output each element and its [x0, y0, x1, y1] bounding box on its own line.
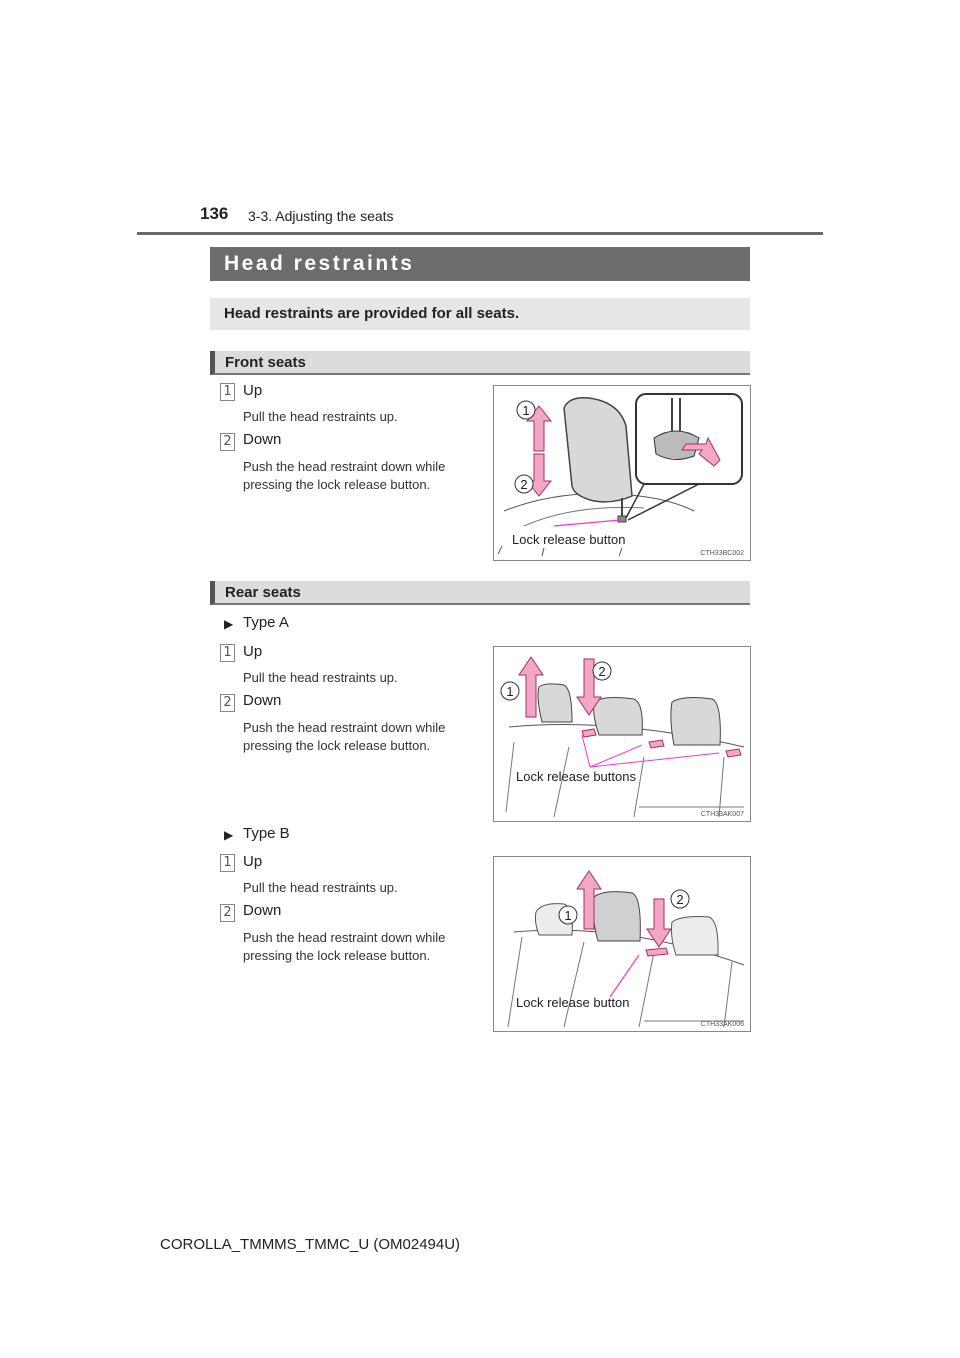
- rear-a-step-2-number: 2: [220, 694, 235, 712]
- rear-a-figure-code: CTH33AK007: [700, 811, 744, 818]
- front-callout-1: 1: [522, 403, 530, 418]
- front-step-1-label: Up: [243, 382, 263, 399]
- front-figure-label: Lock release button: [512, 532, 626, 547]
- rear-type-a-figure: [493, 646, 751, 822]
- front-seats-heading: Front seats: [210, 351, 750, 375]
- rear-b-step-2-label: Down: [243, 902, 282, 919]
- rear-a-callout-2: 2: [598, 664, 606, 679]
- triangle-right-icon: ▶: [224, 828, 234, 842]
- rear-a-lock-pointer-1: [582, 735, 590, 767]
- rear-seats-heading: Rear seats: [210, 581, 750, 605]
- rear-b-figure-code: CTH33AK006: [700, 1021, 744, 1028]
- rear-b-step-1-number: 1: [220, 854, 235, 872]
- rear-a-step-1-desc: Pull the head restraints up.: [243, 670, 398, 685]
- rear-a-callout-1: 1: [506, 684, 514, 699]
- rear-b-step-2-number: 2: [220, 904, 235, 922]
- front-figure-code: CTH33BC002: [700, 550, 744, 557]
- front-step-1-desc: Pull the head restraints up.: [243, 409, 398, 424]
- front-step-1-number: 1: [220, 383, 235, 401]
- rear-a-figure-label: Lock release buttons: [516, 769, 636, 784]
- footer-document-code: COROLLA_TMMMS_TMMC_U (OM02494U): [160, 1236, 461, 1253]
- rear-b-step-1-desc: Pull the head restraints up.: [243, 880, 398, 895]
- rear-b-callout-2: 2: [676, 892, 684, 907]
- front-step-2-desc: Push the head restraint down while pressing the lock release button.: [243, 459, 446, 492]
- front-lock-pointer: [554, 520, 620, 526]
- page-number: 136: [200, 204, 229, 223]
- rear-type-b-figure: [493, 856, 751, 1032]
- front-seat-figure: [493, 385, 751, 561]
- rear-a-step-1-number: 1: [220, 644, 235, 662]
- intro-note: Head restraints are provided for all seats.: [210, 298, 750, 330]
- front-step-2-label: Down: [243, 431, 282, 448]
- section-reference: 3-3. Adjusting the seats: [248, 208, 394, 224]
- rear-type-b-label: Type B: [243, 825, 290, 842]
- rear-b-figure-label: Lock release button: [516, 995, 630, 1010]
- rear-b-step-1-label: Up: [243, 853, 263, 870]
- header-divider: [137, 232, 823, 235]
- page-title: Head restraints: [210, 247, 750, 281]
- rear-b-step-2-desc: Push the head restraint down while pressing the lock release button.: [243, 930, 446, 963]
- rear-a-step-2-label: Down: [243, 692, 282, 709]
- rear-a-step-1-label: Up: [243, 643, 263, 660]
- rear-b-lock-pointer: [610, 955, 639, 997]
- rear-b-down-arrow-icon: [647, 899, 671, 947]
- rear-a-step-2-desc: Push the head restraint down while pressing the lock release button.: [243, 720, 446, 753]
- triangle-right-icon: ▶: [224, 617, 234, 631]
- rear-type-a-label: Type A: [243, 614, 289, 631]
- rear-b-callout-1: 1: [564, 908, 572, 923]
- rear-a-lock-pointer-3: [590, 753, 719, 767]
- front-step-2-number: 2: [220, 433, 235, 451]
- front-callout-2: 2: [520, 477, 528, 492]
